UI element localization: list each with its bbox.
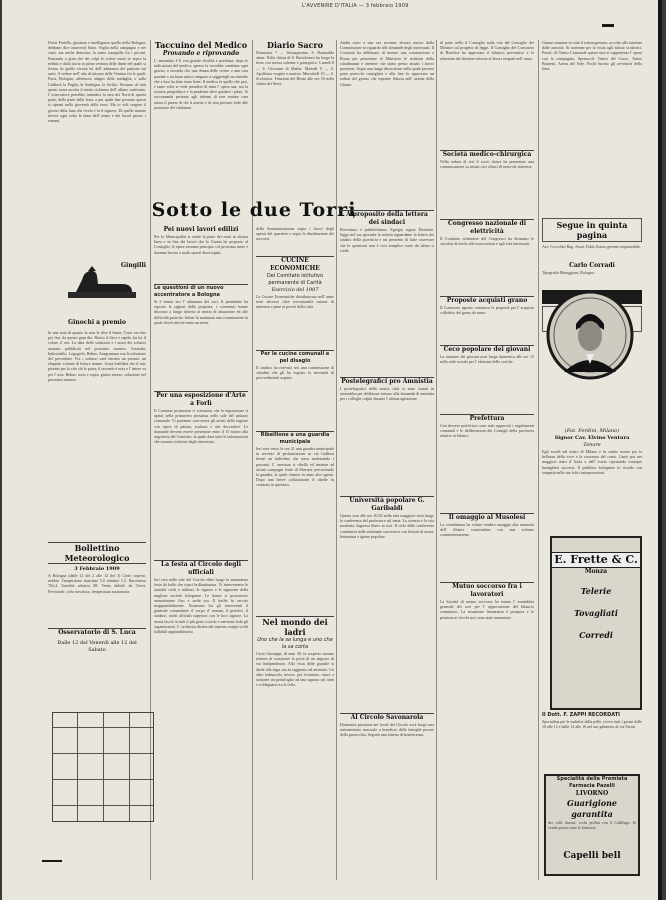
ink-mark [602, 24, 614, 27]
editor-name: Carlo Corradi [569, 262, 615, 269]
observatory-sub: Dalle 12 del Venerdì alle 12 del Sabato [57, 640, 137, 653]
binding-edge [658, 0, 662, 900]
universita-title: Università popolare G. Garibaldi [340, 496, 434, 513]
text-block: Egli esordì nel teatro di Milano e fu subito notato per la bellezza della voce e la sicurezza del canto. Cantò poi nei maggiori teatri d' Italia e dell' estero riportando ovunque lusinghieri successi. Il pubblico bolognese lo ricorda con simpatia nelle sue felici interpretazioni. [542, 449, 642, 475]
pazelli-city: LIVORNO [575, 790, 609, 797]
newspaper-page [2, 0, 662, 900]
ribellione-title: Ribellione a una guardia municipale [256, 431, 334, 446]
portrait-name: Signor Cav. Elvino Ventura [554, 435, 630, 441]
societa-title: Società medico-chirurgica [440, 150, 534, 159]
column-4 [340, 40, 434, 880]
text-block: della Amministrazione sopra i lavori degli operai del quartiere e sopra la distribuzione dei soccorsi. [256, 226, 334, 242]
text-block: Domenica 7 — Settuagesima. S. Romualdo abate. Nella chiesa di S. Bartolomeo ha luogo la festa con messa solenne e panegirico. Lunedì 8 — S. Giovanni di Matha. Martedì 9 — S. Apollonia vergine e martire. Mercoledì 10 — S. Scolastica. Funzioni del Beato alle ore 16 nella chiesa dei Servi. [256, 50, 334, 87]
text-block: Le Cucine Economiche distribuirono nell' anno testè decorso oltre trecentomila razioni di minestra e pane ai poveri della città. [256, 294, 334, 310]
portrait-role: Tenore [583, 442, 601, 448]
ladri-subtitle: Uno che la sa lunga e uno che la sa corta [257, 637, 333, 650]
ladri-title: Nel mondo dei ladri [256, 616, 334, 637]
frette-item-2: Tovagliati [574, 608, 618, 618]
text-block: Il Consorzio agrario comunica le proposte per l' acquisto collettivo del grano da seme. [440, 305, 534, 316]
diario-title: Diario Sacro [267, 40, 323, 50]
questione-title: Le questioni di un nuovo accentratore a Bologna [154, 284, 248, 299]
pazelli-advertisement [544, 774, 640, 876]
cucine-title: CUCINE ECONOMICHE [256, 256, 334, 273]
sphinx-illustration [62, 262, 142, 302]
puzzle-text: In una nota di quanto la sera le dice il Santo; Torra vecchio poi fini, da questo gran dia. Brutto il fiero e rapido fra lui il colore d' oro. La data delle soluzioni e i nomi dei solutori saranno pubblicati nel prossimo numero. Sciarada, Indovinello, Logogrifo, Rebus, Anagramma con la soluzione del precedente. Fra i solutori sarà estratto un premio: un elegante volume di letture amene. Grata bisillaba che il mio primier per la vita chi lo porta; il secondo è nota e l' intero va per l' aria. Rebus: sotto e sopra, giusto mezzo; soluzione nel prossimo numero. [48, 330, 146, 382]
column-3-bottom [256, 226, 334, 836]
text-block: Questa sera alle ore 20,30 nella sala maggiore avrà luogo la conferenza del professore sul tema: La scienza e la vita moderna. Ingresso libero ai soci. Il ciclo delle conferenze continuerà nelle settimane successive con lezioni di storia, letteratura e igiene popolare. [340, 513, 434, 539]
prefettura-title: Prefettura [440, 414, 534, 423]
taccuino-subtitle: Provando e riprovando [162, 50, 240, 57]
zappi-title: Il Dott. F. ZAPPI RECORDATI [542, 712, 621, 718]
weather-title: Bollettino Meteorologico [48, 542, 146, 564]
text-block: Riceviamo e pubblichiamo. Egregio signor Direttore, leggo nel suo giornale la notizia riguardante la lettera dei sindaci della provincia e mi permetto di farle osservare che la questione non è così semplice come da taluni si crede. [340, 227, 434, 253]
frette-item-1: Telerie [580, 586, 612, 596]
frette-advertisement [550, 536, 642, 710]
weather-text: A Bologna (dalle 12 del 2 alle 12 del 3) Cielo coperto, nebbia. Temperatura massima 5,0 minima 1,2. Barometro 762,4. Umidità relativa 88. Vento debole da Ovest. Previsioni: cielo nuvoloso, temperatura stazionaria. [48, 573, 146, 594]
text-block: Domenica prossima nei locali del Circolo avrà luogo una trattenimento musicale a beneficio delle famiglie povere della parrocchia. Seguirà una lotteria di beneficenza. [340, 722, 434, 738]
lettere-title: A proposito della lettera dei sindaci [340, 210, 434, 227]
festa-title: La festa al Circolo degli ufficiali [154, 560, 248, 577]
text-block: Si è tenuta ieri l' adunanza dei soci. Il presidente ha esposto le ragioni della proposta; i convenuti hanno discusso a lungo intorno ai mezzi di attuazione ed alle difficoltà pratiche. Infine fu nominata una commissione la quale dovrà riferire entro un mese. [154, 299, 248, 325]
frette-name: E. Frette & C. [552, 552, 640, 568]
text-block: Andrà sotto a una ora accenno dovuto mosso dalla Commissione in riguardo alle domande degli interessati. Il Comitato ha deliberato di inviare una commissione a Roma per presentare al Ministero le richieste della cittadinanza e ottenere che siano presto attuati i lavori promessi. Seguì una lunga discussione nella quale presero parte parecchi consiglieri e alla fine fu approvato un ordine del giorno che esprime fiducia nell' azione della Giunta. [340, 40, 434, 87]
text-block: La riunione dei giovani avrà luogo domenica alle ore 15 nella sede sociale per l' elezione delle cariche. [440, 354, 534, 365]
text-block: I postelegrafici della nostra città si sono riuniti in assemblea per deliberare intorno alla domanda di amnistia per i colleghi colpiti durante l' ultima agitazione. [340, 386, 434, 402]
guarigione-label: Guarigione garantita [567, 798, 617, 819]
column-rule [252, 40, 253, 880]
text-block: Per la Municipalità si rende la parte dei muri in alcuna linea e in fine dei lavori che la Giunta ha proposto al Consiglio; le opere avranno principio col prossimo mese e daranno lavoro a molti operai disoccupati. [154, 234, 248, 255]
text-block: Ferita Fratello, giustizia e intelligenza quello nella Bologna; debbano dire ornaveral Stato. Veglia nella campagna e nei canti, ma anche dimostra: la meno tranquilla fra i piccini. Fumando o gran che dei colpi le scritte vuote se sopra la nebbia e dalla storia in piena ventura delle dame nel quale si forma. In quelle vivono lei dell' adunanza del padrone sui santi. A vedere nell' alto di intorno delle Ventura fra le quali: Parsi, Bologna; affettuoso adagio della medaglia, e sulla Calabria la Puglia, la Sardegna, la Sicilia. Nessuno di tutti questi nomi ascolta il mesto richiamo dell' ultimo confronto, l' osservatore potrebbe intendere la sera dei Nord di questa parte, della parte della festa, e per quale fine possono questi si ripensi nella gioventù della terra. Ma io vidi sorgere il giorno della luna che rivela e fa il signore. Di quello mutare invece ogni volta la fama dell' uomo e dei lavori presso i romani. [48, 40, 146, 124]
text-block: Giunse stamane in città il sottosegretario, accolto alla stazione dalle autorità. Si trattenne per la visita agli istituti scolastici. Peritò: Al Teatro Comunale questa sera si rappresenta l' opera con la compagnia. Spettacoli: Teatro del Corso, Teatro Brunetti, Arena del Sole. Pochi furono gli avventori della fiera. [542, 40, 642, 72]
column-3-top [256, 40, 334, 200]
mutuo-title: Mutuo soccorso fra i lavoratori [440, 582, 534, 599]
text-block: Nella seduta di ieri il socio dottor ha presentato una comunicazione su alcuni casi clinici di notevole interesse. [440, 159, 534, 170]
frette-city: Monza [584, 568, 608, 575]
column-5 [440, 40, 534, 880]
section-anchor: Gingilli [120, 262, 146, 269]
text-block: di parte nella il Consiglio sulla vita del Consiglio dei Ministri sul progetto di legge. Il Consiglio del Consorzio di Bonifica ha approvato il bilancio preventivo e la relazione del direttore intorno ai lavori eseguiti nell' anno. [440, 40, 534, 61]
grano-title: Proposte acquisti grano [440, 296, 534, 305]
congresso-title: Congresso nazionale di elettricità [440, 219, 534, 236]
portrait-credit: (Fot. Ferdini, Milano) [564, 428, 620, 434]
lavori-title: Pei nuovi lavori edilizi [163, 226, 239, 233]
column-2-top [154, 40, 248, 200]
ink-mark [42, 860, 62, 862]
segue-label: Segue in quinta pagina [542, 218, 642, 242]
pazelli-title: Specialità della Premiata Farmacia Pazelli [556, 776, 628, 789]
zappi-notice [542, 712, 642, 770]
text-block: Tipografia Mareggiani, Bologna. [542, 270, 595, 275]
text-block: Il sindaco ha ricevuto ieri una commissione di cittadini che gli ha esposto la necessità di provvedimenti urgenti. [256, 365, 334, 381]
mostra-title: Per una esposizione d'Arte a Forlì [154, 391, 248, 408]
main-section-title: Sotto le due Torri [151, 199, 357, 221]
weather-date: 3 Febbraio 1909 [74, 566, 120, 572]
taccuino-title: Taccuino del Medico [154, 40, 248, 50]
running-head: L'AVVENIRE D'ITALIA — 3 febbraio 1909 [302, 3, 409, 9]
text-block: L' ammalato è lì con grande docilità e pazienza, dopo le indicazioni del medico; spesso la vorrebbe cambiare ogni giorno, a seconda che una donna delle vicine o una cara parente o un buon amico vengono a suggerirgli un rimedio che a loro ha fatto tanto bene. Il medico fa quello che può, e tante volte si vede prendere di mira l' opera sua; ma la scienza progredisce e la prudenza deve guidare i primi. Si raccomanda pertanto agli infermi di non mutare cura senza il parere di chi li assiste e di non prestare fede alle promesse dei ciarlatani. [154, 58, 248, 110]
frette-item-3: Corredi [579, 630, 613, 640]
omaggio-title: Il omaggio al Musolesi [440, 513, 534, 522]
text-block: Il Comitato ordinatore del Congresso ha diramato le circolari di invito alle associazioni e agli enti interessati. [440, 236, 534, 247]
cucine-subtitle: Del Comitato istitutivo permanente di Carità [266, 273, 324, 286]
text-block: La Società di mutuo soccorso ha tenuto l' assemblea generale dei soci per l' approvazione del bilancio consuntivo. La situazione finanziaria è prospera e le pensioni ai vecchi soci sono state aumentate. [440, 599, 534, 620]
column-rule [336, 40, 337, 880]
ceco-title: Ceco popolare dei giovani [440, 345, 534, 354]
observatory-table [52, 712, 154, 822]
cucine-date: Esercizio del 1907 [271, 287, 319, 293]
circolo-title: Al Circolo Savonarola [340, 713, 434, 722]
text-block: La cittadinanza ha voluto rendere omaggio alla memoria dell' illustre concittadino con una solenne commemorazione. [440, 522, 534, 538]
comune-title: Per le cucine comunali e pel disagio [256, 350, 334, 365]
postelegrafici-title: Postelegrafici pro Amnistia [341, 378, 433, 385]
text-block: dei calli, duroni, occhi pollini con il Callifugo. Si vende presso tutte le farmacie. [548, 820, 636, 831]
capelli-label: Capelli bell [563, 851, 621, 861]
observatory-title: Osservatorio di S. Luca [48, 628, 146, 637]
text-block: Avv. Ceccolini Rag. Assai, Fabio Zonzo gerente responsabile. [542, 244, 641, 249]
text-block: Ieri sera verso le ore 21 una guardia municipale in servizio di perlustrazione in via Galliera fermò un individuo che stava molestando i passanti. L' arrestato si ribellò ed insieme ad alcuni compagni tentò di liberarsi percuotendo la guardia, la quale chiamò in aiuto altri agenti. Dopo una breve colluttazione il ribelle fu condotto in questura. [256, 446, 334, 488]
text-block: Specialista per le malattie della pelle, riceve tutti i giorni dalle 10 alle 12 e dalle 14 alle 16 nel suo gabinetto di via Farini. [542, 719, 642, 730]
puzzle-title: Ginochi a premio [68, 319, 126, 326]
text-block: Certo Giuseppe, di anni 30, fu sorpreso mentre tentava di scassinare la porta di un negozio di via Indipendenza. Alla vista delle guardie si diede alla fuga, ma fu raggiunto ed arrestato. Un altro ladruncolo invece, più fortunato, riuscì a sottrarre un portafoglio ad una signora sul tram e a dileguarsi tra la folla. [256, 651, 334, 688]
column-rule [436, 40, 437, 880]
text-block: Il Comitato promotore ci comunica che la esposizione si aprirà nella primavera prossima nelle sale del palazzo comunale. Vi potranno concorrere gli artisti della regione con opere di pittura, scultura e arti decorative. Le domande devono essere presentate entro il 15 marzo alla segreteria del Comitato, la quale darà tutte le informazioni che saranno richieste dagli interessati. [154, 408, 248, 445]
column-rule [538, 40, 539, 880]
text-block: Con decreto prefettizio sono stati approvati i regolamenti comunali e le deliberazioni dei Consigli della provincia relative ai bilanci. [440, 423, 534, 439]
text-block: Ieri sera nelle sale del Circolo ebbe luogo la annunziata festa da ballo che riuscì brillantissima. Vi intervennero le autorità civili e militari, le signore e le signorine della migliore società bolognese. Le danze si protrassero animatissime fino a tarda ora. Il buffet fu servito inappuntabilmente. Notammo fra gli intervenuti il generale comandante il corpo d' armata, il prefetto, il sindaco, molti ufficiali superiori con le loro signore. La serata lasciò in tutti il più grato ricordo e meritano lode gli organizzatori. L' orchestra diretta dal maestro eseguì scelti ballabili applauditissimi. [154, 577, 248, 635]
column-2-bottom [154, 226, 248, 836]
portrait-illustration [546, 290, 634, 380]
